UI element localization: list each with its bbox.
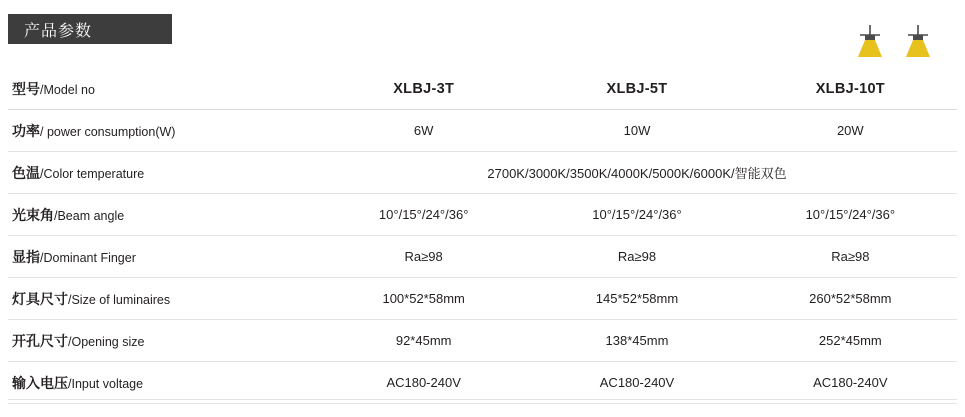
cell-value: 10°/15°/24°/36° (592, 207, 682, 222)
cell-value: Ra≥98 (404, 249, 443, 264)
cell-value: 10°/15°/24°/36° (378, 207, 469, 222)
cell-value: 100*52*58mm (382, 291, 465, 306)
row-label-cn: 型号 (12, 80, 40, 97)
cell-value: XLBJ-10T (815, 80, 885, 97)
page-title: 产品参数 (24, 22, 93, 40)
cell-value: 10W (623, 123, 651, 138)
row-label (8, 68, 317, 110)
row-label (8, 194, 317, 236)
row-label-cn: 显指 (12, 248, 40, 265)
cell-value: 138*45mm (605, 333, 669, 348)
table-row (8, 236, 957, 278)
row-label (8, 236, 317, 278)
row-label-cn: 功率 (12, 122, 40, 139)
row-label-en: /Input voltage (68, 376, 144, 391)
table-row (8, 278, 957, 320)
table-row (8, 194, 957, 236)
section-banner (8, 14, 172, 44)
row-label-en: / power consumption(W) (40, 124, 176, 139)
table-row (8, 68, 957, 110)
table-row (8, 320, 957, 362)
cell-value: XLBJ-5T (606, 80, 668, 97)
row-label-en: /Size of luminaires (68, 292, 171, 307)
cell-value: 20W (836, 123, 864, 138)
downlight-icon (899, 24, 937, 58)
table-row (8, 362, 957, 404)
row-label-en: /Dominant Finger (40, 250, 136, 265)
row-label (8, 278, 317, 320)
row-label-en: /Beam angle (54, 208, 125, 223)
cell-value: 10°/15°/24°/36° (805, 207, 896, 222)
cell-value: XLBJ-3T (393, 80, 455, 97)
row-label-en: /Opening size (68, 334, 145, 349)
cell-value-merged: 2700K/3000K/3500K/4000K/5000K/6000K/智能双色 (487, 166, 787, 181)
cell-value: 260*52*58mm (809, 291, 892, 306)
cell-value: 145*52*58mm (595, 291, 679, 306)
row-label (8, 110, 317, 152)
table-row (8, 152, 957, 194)
row-label-en: /Model no (40, 82, 95, 97)
row-label-en: /Color temperature (40, 166, 145, 181)
cell-value: 252*45mm (818, 333, 882, 348)
cell-value: AC180-240V (599, 375, 675, 390)
bottom-divider (8, 399, 957, 400)
downlight-icon (851, 24, 889, 58)
cell-value: AC180-240V (813, 375, 888, 390)
cell-value: Ra≥98 (831, 249, 870, 264)
cell-value: 6W (413, 123, 434, 138)
specification-table (8, 68, 957, 404)
table-row (8, 110, 957, 152)
row-label (8, 320, 317, 362)
row-label-cn: 光束角 (12, 206, 54, 223)
row-label-cn: 输入电压 (12, 374, 68, 391)
row-label-cn: 开孔尺寸 (12, 332, 68, 349)
row-label-cn: 灯具尺寸 (12, 290, 68, 307)
row-label (8, 362, 317, 404)
cell-value: AC180-240V (386, 375, 461, 390)
row-label-cn: 色温 (12, 164, 40, 181)
lamp-icon-group (851, 24, 941, 58)
cell-value: Ra≥98 (617, 249, 657, 264)
cell-value: 92*45mm (395, 333, 452, 348)
row-label (8, 152, 317, 194)
